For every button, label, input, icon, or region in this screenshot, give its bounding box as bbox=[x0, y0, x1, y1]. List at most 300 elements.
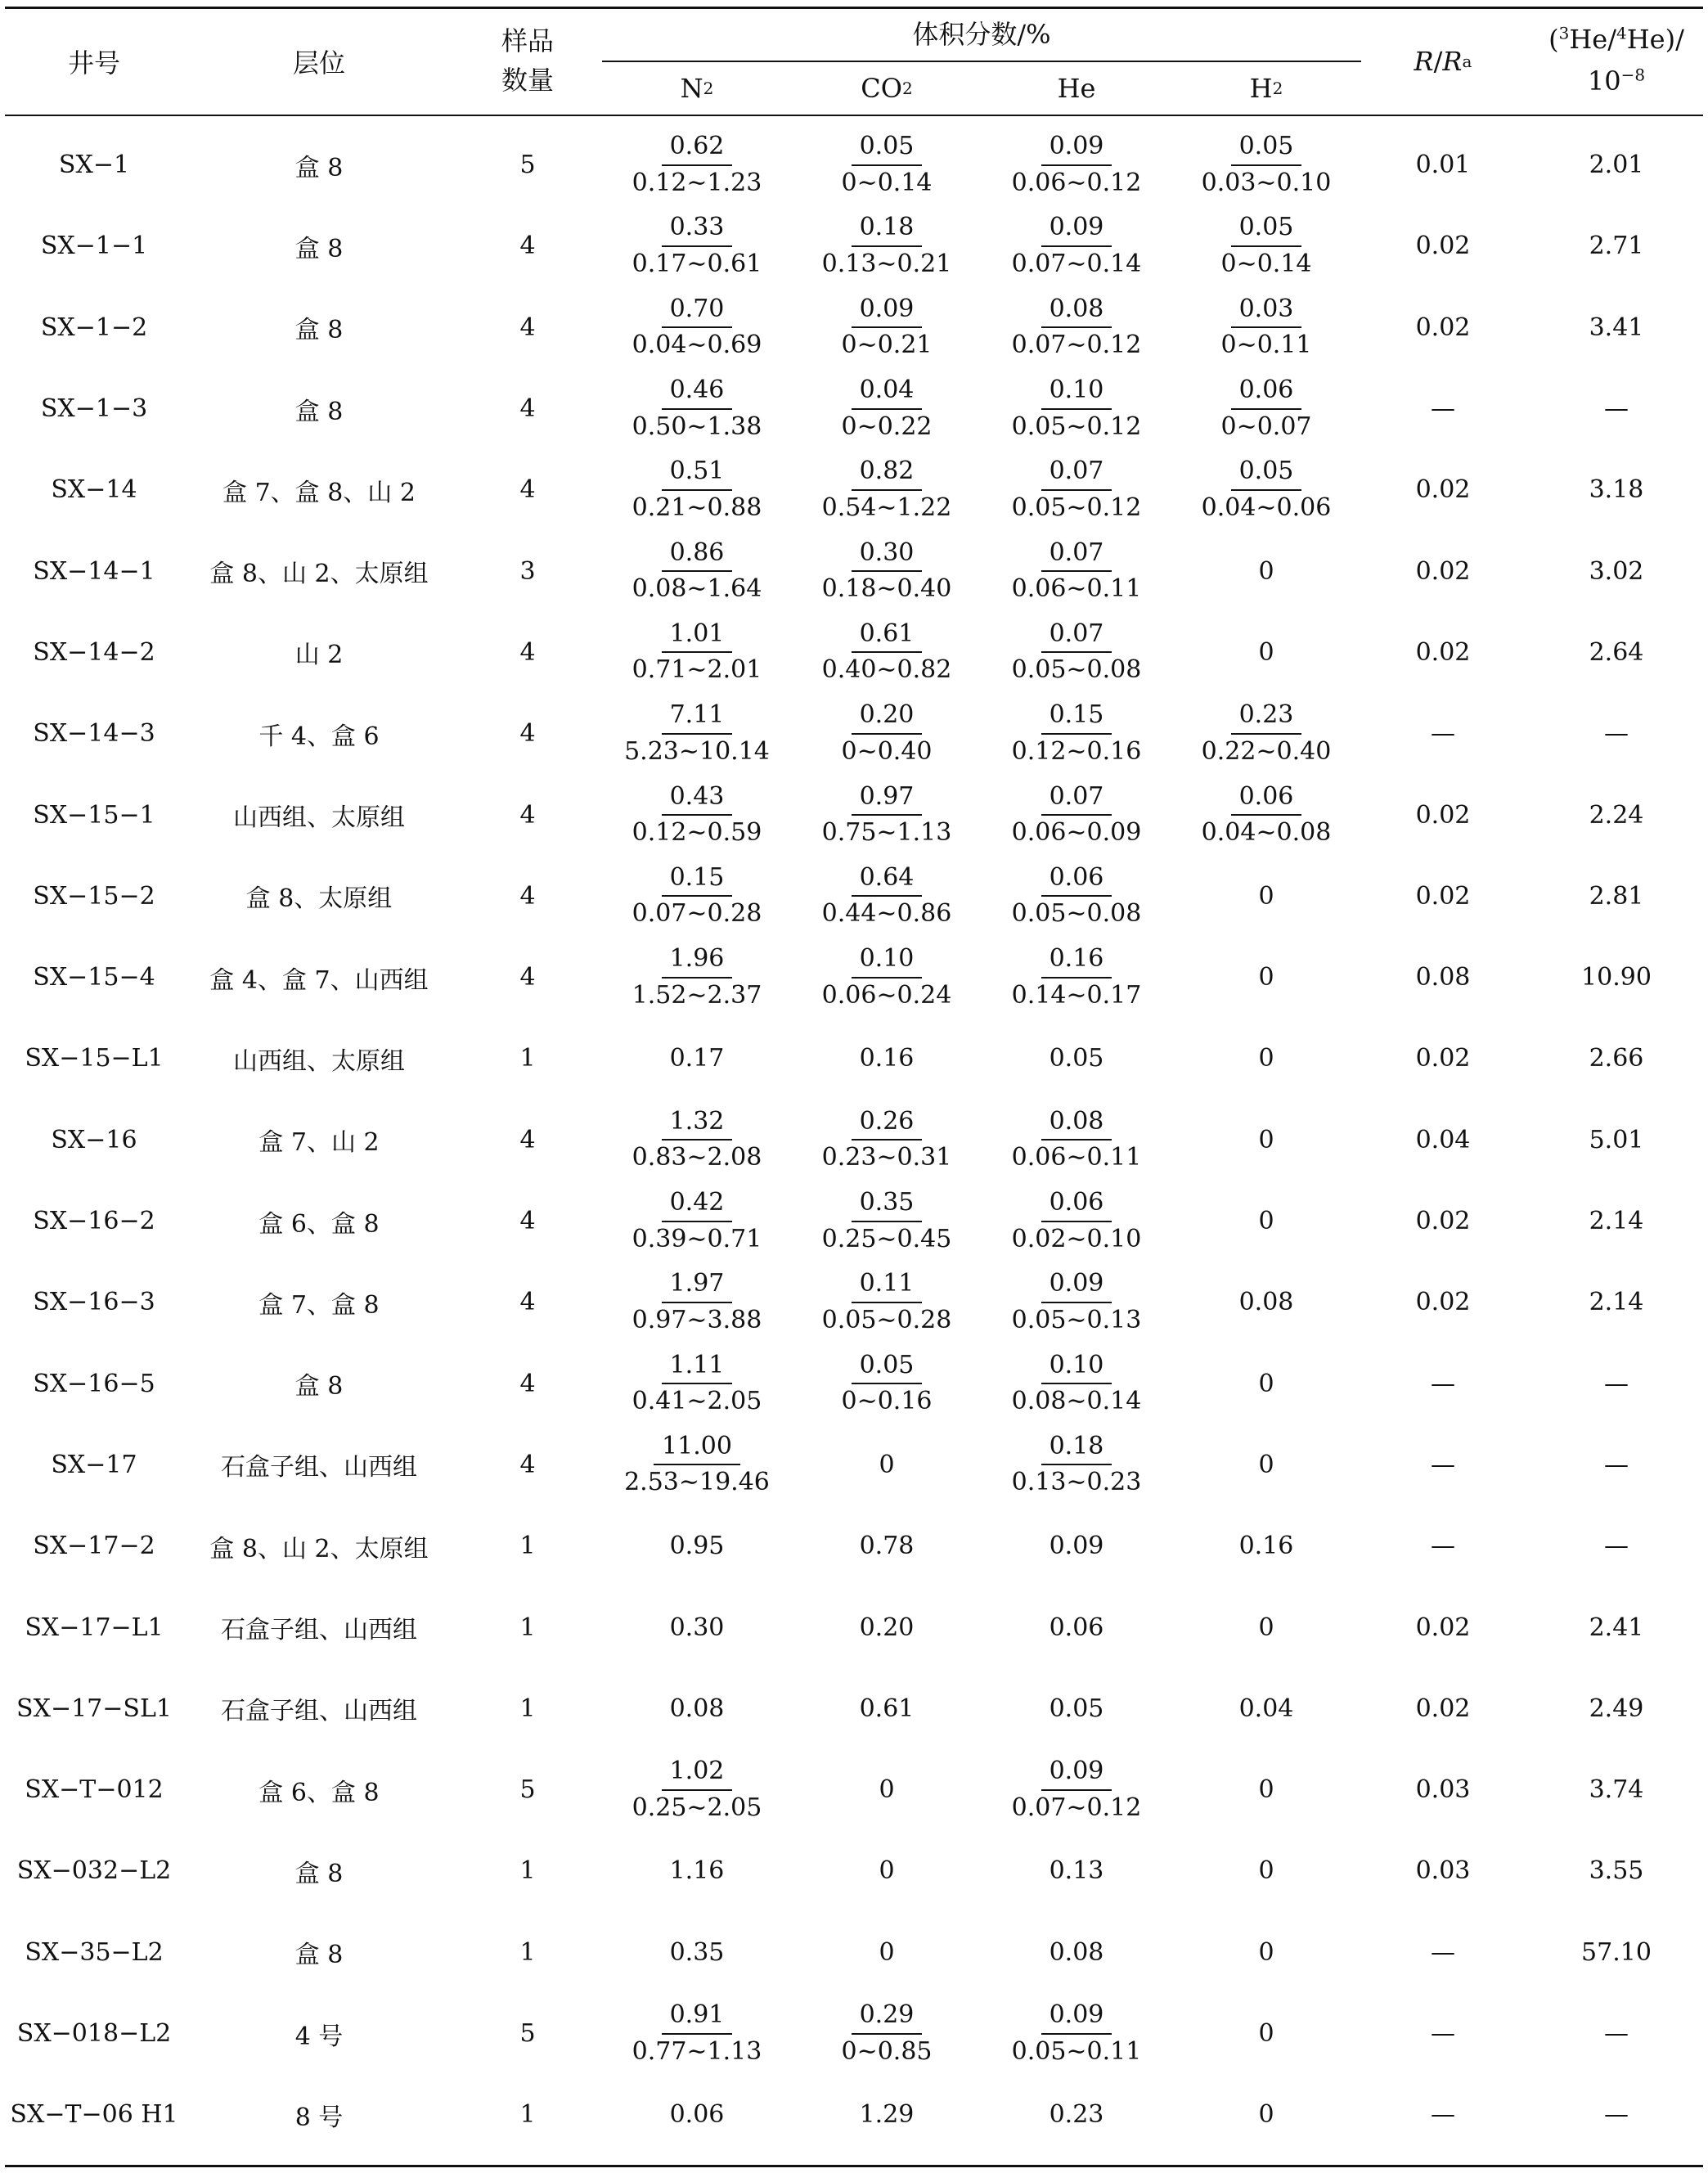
mean-over-range bbox=[624, 1757, 771, 1822]
cell-co2 bbox=[792, 1262, 982, 1343]
header-he-ratio-line1 bbox=[1548, 19, 1684, 61]
cell-n2: 0.35 bbox=[669, 1937, 725, 1967]
top-rule bbox=[5, 7, 1703, 9]
cell-n: 1 bbox=[519, 1856, 536, 1886]
mean-over-range bbox=[624, 2001, 771, 2066]
cell-layer: 盒 6、盒 8 bbox=[258, 1778, 380, 1807]
mean-value: 0.16 bbox=[1041, 945, 1112, 979]
range-value: 0∼0.14 bbox=[841, 168, 933, 197]
mean-value: 1.01 bbox=[662, 620, 733, 654]
cell-he bbox=[982, 124, 1171, 205]
mean-value: 0.05 bbox=[852, 1352, 923, 1385]
cell-he bbox=[982, 612, 1171, 693]
mean-value: 0.10 bbox=[852, 945, 923, 979]
cell-ratio: 5.01 bbox=[1589, 1125, 1644, 1154]
cell-ratio: 3.02 bbox=[1589, 556, 1644, 586]
mean-over-range bbox=[1193, 783, 1340, 848]
cell-n2 bbox=[602, 368, 792, 449]
cell-co2: 0.20 bbox=[859, 1613, 915, 1642]
cell-co2 bbox=[792, 693, 982, 774]
mean-value: 0.97 bbox=[852, 783, 923, 817]
mean-over-range bbox=[833, 2001, 940, 2066]
cell-he bbox=[982, 1100, 1171, 1181]
header-samples bbox=[450, 15, 605, 106]
header-h2-text: H bbox=[1249, 73, 1273, 104]
mean-over-range bbox=[1004, 1270, 1150, 1334]
mean-over-range bbox=[1212, 295, 1319, 360]
cell-he bbox=[982, 449, 1171, 530]
mean-value: 1.11 bbox=[662, 1352, 733, 1385]
cell-he bbox=[982, 287, 1171, 368]
mean-over-range bbox=[1004, 295, 1150, 360]
cell-layer: 盒 6、盒 8 bbox=[258, 1209, 380, 1239]
mean-over-range bbox=[1004, 214, 1150, 278]
cell-he: 0.23 bbox=[1049, 2100, 1104, 2130]
mean-over-range bbox=[1004, 133, 1150, 197]
cell-layer: 盒 8 bbox=[294, 1859, 344, 1888]
cell-he bbox=[982, 937, 1171, 1018]
volume-fraction-underline bbox=[602, 61, 1361, 62]
header-co2-text: CO bbox=[861, 73, 902, 104]
mean-over-range bbox=[814, 945, 960, 1010]
cell-co2: 0.78 bbox=[859, 1532, 915, 1561]
header-h2-sub: 2 bbox=[1272, 79, 1283, 98]
mean-over-range bbox=[1004, 1757, 1150, 1822]
range-value: 0.18∼0.40 bbox=[821, 574, 952, 604]
cell-ratio: — bbox=[1604, 1369, 1629, 1398]
cell-h2: 0 bbox=[1258, 963, 1274, 992]
cell-h2 bbox=[1171, 124, 1361, 205]
cell-well: SX−14−2 bbox=[33, 637, 155, 667]
mean-over-range bbox=[814, 457, 960, 522]
cell-layer: 山西组、太原组 bbox=[233, 1046, 405, 1076]
mean-over-range bbox=[624, 1270, 771, 1334]
cell-well: SX−17 bbox=[51, 1450, 137, 1479]
mean-over-range bbox=[616, 1433, 778, 1497]
mean-value: 0.07 bbox=[1041, 457, 1112, 491]
range-value: 0.04∼0.08 bbox=[1201, 818, 1332, 848]
mean-value: 0.51 bbox=[662, 457, 733, 491]
cell-n2: 0.06 bbox=[669, 2100, 725, 2130]
header-co2-sub: 2 bbox=[901, 79, 913, 98]
cell-ratio: 10.90 bbox=[1581, 963, 1652, 992]
header-h2 bbox=[1171, 65, 1361, 111]
cell-layer: 盒 7、盒 8 bbox=[258, 1290, 380, 1320]
cell-layer: 盒 8 bbox=[294, 1941, 344, 1970]
cell-n: 4 bbox=[519, 1450, 536, 1479]
range-value: 0.07∼0.12 bbox=[1011, 331, 1142, 360]
mean-over-range bbox=[624, 1352, 771, 1416]
cell-ratio: 3.74 bbox=[1589, 1775, 1644, 1805]
cell-n: 4 bbox=[519, 1207, 536, 1236]
ratio-ten: 10 bbox=[1587, 65, 1621, 97]
cell-n2 bbox=[602, 1343, 792, 1424]
cell-n2 bbox=[602, 1424, 792, 1505]
cell-rra: 0.03 bbox=[1415, 1775, 1471, 1805]
cell-n: 4 bbox=[519, 394, 536, 424]
cell-n: 4 bbox=[519, 637, 536, 667]
cell-h2: 0 bbox=[1258, 1369, 1274, 1398]
cell-well: SX−1−2 bbox=[40, 313, 148, 342]
range-value: 0.05∼0.08 bbox=[1011, 655, 1142, 685]
mean-value: 0.62 bbox=[662, 133, 733, 166]
range-value: 0∼0.22 bbox=[841, 412, 933, 441]
range-value: 0.04∼0.06 bbox=[1201, 493, 1332, 522]
mean-over-range bbox=[1212, 376, 1319, 441]
header-rule bbox=[5, 115, 1703, 116]
cell-n2 bbox=[602, 937, 792, 1018]
cell-well: SX−16 bbox=[51, 1125, 137, 1154]
mean-over-range bbox=[1193, 457, 1340, 522]
range-value: 0.03∼0.10 bbox=[1201, 168, 1332, 197]
range-value: 0.77∼1.13 bbox=[632, 2036, 762, 2066]
mean-over-range bbox=[1004, 783, 1150, 848]
cell-well: SX−032−L2 bbox=[16, 1856, 172, 1886]
cell-n: 4 bbox=[519, 313, 536, 342]
mean-value: 1.02 bbox=[662, 1757, 733, 1791]
ratio-sup4: 4 bbox=[1616, 23, 1627, 43]
cell-co2 bbox=[792, 124, 982, 205]
cell-he: 0.13 bbox=[1049, 1856, 1104, 1886]
range-value: 0.07∼0.14 bbox=[1011, 249, 1142, 278]
cell-n: 4 bbox=[519, 475, 536, 505]
cell-co2: 0.61 bbox=[859, 1694, 915, 1723]
cell-h2: 0 bbox=[1258, 1450, 1274, 1479]
mean-over-range bbox=[1004, 376, 1150, 441]
mean-value: 0.43 bbox=[662, 783, 733, 817]
range-value: 0∼0.40 bbox=[841, 736, 933, 766]
mean-value: 1.32 bbox=[662, 1108, 733, 1141]
range-value: 0.23∼0.31 bbox=[821, 1143, 952, 1172]
cell-rra: 0.02 bbox=[1415, 800, 1471, 830]
cell-he bbox=[982, 1993, 1171, 2074]
range-value: 0.05∼0.12 bbox=[1011, 493, 1142, 522]
mean-value: 0.08 bbox=[1041, 295, 1112, 329]
header-well-text: 井号 bbox=[67, 47, 120, 79]
cell-h2 bbox=[1171, 774, 1361, 855]
mean-value: 1.97 bbox=[662, 1270, 733, 1303]
header-r-slash: / bbox=[1433, 46, 1443, 77]
mean-over-range bbox=[624, 1108, 771, 1172]
range-value: 0.04∼0.69 bbox=[632, 331, 762, 360]
cell-co2 bbox=[792, 1343, 982, 1424]
mean-value: 0.06 bbox=[1231, 783, 1302, 817]
ratio-he4: He)/ bbox=[1626, 23, 1684, 55]
cell-well: SX−16−3 bbox=[33, 1288, 155, 1317]
cell-n2 bbox=[602, 1181, 792, 1262]
cell-he bbox=[982, 856, 1171, 937]
range-value: 0.02∼0.10 bbox=[1011, 1224, 1142, 1253]
cell-well: SX−16−2 bbox=[33, 1207, 155, 1236]
cell-rra: 0.02 bbox=[1415, 313, 1471, 342]
range-value: 0∼0.16 bbox=[841, 1387, 933, 1416]
cell-ratio: — bbox=[1604, 394, 1629, 424]
cell-ratio: 2.49 bbox=[1589, 1694, 1644, 1723]
cell-he bbox=[982, 1343, 1171, 1424]
header-volume-fraction bbox=[602, 11, 1361, 54]
cell-well: SX−15−2 bbox=[33, 881, 155, 911]
cell-rra: — bbox=[1431, 394, 1455, 424]
range-value: 0.17∼0.61 bbox=[632, 249, 762, 278]
mean-over-range bbox=[616, 701, 778, 766]
mean-value: 0.10 bbox=[1041, 1352, 1112, 1385]
cell-co2 bbox=[792, 1100, 982, 1181]
mean-over-range bbox=[1004, 1352, 1150, 1416]
cell-well: SX−14 bbox=[51, 475, 137, 505]
header-he-ratio-line2 bbox=[1588, 61, 1645, 102]
mean-value: 0.26 bbox=[852, 1108, 923, 1141]
cell-co2: 0 bbox=[879, 1856, 895, 1886]
range-value: 0.25∼0.45 bbox=[821, 1224, 952, 1253]
ratio-open: ( bbox=[1548, 23, 1559, 55]
cell-n2: 0.17 bbox=[669, 1044, 725, 1073]
mean-over-range bbox=[833, 701, 940, 766]
cell-layer: 盒 8、太原组 bbox=[245, 884, 393, 914]
cell-rra: 0.02 bbox=[1415, 881, 1471, 911]
mean-over-range bbox=[624, 864, 771, 929]
cell-he bbox=[982, 693, 1171, 774]
cell-ratio: — bbox=[1604, 719, 1629, 749]
range-value: 0.08∼0.14 bbox=[1011, 1387, 1142, 1416]
cell-layer: 盒 8、山 2、太原组 bbox=[209, 1534, 429, 1563]
cell-co2 bbox=[792, 1181, 982, 1262]
range-value: 0.07∼0.12 bbox=[1011, 1793, 1142, 1822]
cell-well: SX−35−L2 bbox=[25, 1937, 164, 1967]
mean-value: 0.04 bbox=[852, 376, 923, 410]
mean-value: 0.06 bbox=[1041, 864, 1112, 898]
range-value: 0.05∼0.12 bbox=[1011, 412, 1142, 441]
mean-over-range bbox=[624, 945, 771, 1010]
mean-value: 0.70 bbox=[662, 295, 733, 329]
cell-ratio: 2.66 bbox=[1589, 1044, 1644, 1073]
cell-h2: 0 bbox=[1258, 1207, 1274, 1236]
cell-well: SX−T−06 H1 bbox=[10, 2100, 178, 2130]
range-value: 0.13∼0.21 bbox=[821, 249, 952, 278]
cell-h2 bbox=[1171, 205, 1361, 286]
cell-n: 4 bbox=[519, 1369, 536, 1398]
cell-he bbox=[982, 1181, 1171, 1262]
cell-rra: 0.01 bbox=[1415, 151, 1471, 180]
mean-value: 0.09 bbox=[1041, 133, 1112, 166]
range-value: 1.52∼2.37 bbox=[632, 980, 762, 1010]
range-value: 0.12∼0.16 bbox=[1011, 736, 1142, 766]
mean-over-range bbox=[624, 214, 771, 278]
cell-he: 0.08 bbox=[1049, 1937, 1104, 1967]
mean-over-range bbox=[1004, 864, 1150, 929]
range-value: 2.53∼19.46 bbox=[624, 1468, 770, 1497]
cell-ratio: 2.01 bbox=[1589, 151, 1644, 180]
mean-value: 0.15 bbox=[1041, 701, 1112, 735]
cell-rra: 0.02 bbox=[1415, 232, 1471, 261]
cell-n: 5 bbox=[519, 2019, 536, 2049]
range-value: 0.50∼1.38 bbox=[632, 412, 762, 441]
cell-n2: 0.30 bbox=[669, 1613, 725, 1642]
cell-n2 bbox=[602, 774, 792, 855]
cell-layer: 山西组、太原组 bbox=[233, 803, 405, 833]
cell-ratio: — bbox=[1604, 2019, 1629, 2049]
mean-value: 0.05 bbox=[852, 133, 923, 166]
cell-n2 bbox=[602, 449, 792, 530]
cell-well: SX−17−2 bbox=[33, 1532, 155, 1561]
cell-rra: — bbox=[1431, 1450, 1455, 1479]
cell-he bbox=[982, 205, 1171, 286]
header-volume-fraction-text: 体积分数/% bbox=[912, 19, 1051, 50]
cell-co2 bbox=[792, 287, 982, 368]
cell-rra: 0.02 bbox=[1415, 1694, 1471, 1723]
range-value: 0.12∼0.59 bbox=[632, 818, 762, 848]
mean-over-range bbox=[1004, 457, 1150, 522]
mean-value: 0.18 bbox=[1041, 1433, 1112, 1466]
range-value: 0.05∼0.11 bbox=[1011, 2036, 1142, 2066]
cell-well: SX−15−L1 bbox=[25, 1044, 164, 1073]
mean-over-range bbox=[833, 133, 940, 197]
cell-layer: 4 号 bbox=[294, 2022, 344, 2051]
mean-value: 0.30 bbox=[852, 539, 923, 573]
mean-value: 0.29 bbox=[852, 2001, 923, 2035]
header-he-text: He bbox=[1057, 73, 1096, 104]
cell-h2: 0 bbox=[1258, 881, 1274, 911]
cell-h2: 0 bbox=[1258, 556, 1274, 586]
cell-ratio: 2.14 bbox=[1589, 1207, 1644, 1236]
mean-over-range bbox=[814, 1108, 960, 1172]
cell-h2 bbox=[1171, 368, 1361, 449]
cell-well: SX−018−L2 bbox=[16, 2019, 172, 2049]
cell-ratio: 2.81 bbox=[1589, 881, 1644, 911]
mean-value: 0.61 bbox=[852, 620, 923, 654]
cell-layer: 盒 8 bbox=[294, 153, 344, 182]
range-value: 0.25∼2.05 bbox=[632, 1793, 762, 1822]
cell-rra: 0.02 bbox=[1415, 1613, 1471, 1642]
range-value: 0∼0.14 bbox=[1220, 249, 1312, 278]
ratio-exp: −8 bbox=[1620, 65, 1646, 85]
cell-ratio: 2.71 bbox=[1589, 232, 1644, 261]
header-r-text: R bbox=[1414, 46, 1434, 77]
range-value: 0∼0.07 bbox=[1220, 412, 1312, 441]
mean-value: 0.09 bbox=[1041, 1270, 1112, 1303]
header-he-ratio bbox=[1525, 15, 1708, 106]
cell-n: 1 bbox=[519, 1044, 536, 1073]
cell-co2 bbox=[792, 937, 982, 1018]
mean-value: 0.20 bbox=[852, 701, 923, 735]
cell-co2: 0.16 bbox=[859, 1044, 915, 1073]
mean-over-range bbox=[1193, 133, 1340, 197]
cell-co2: 1.29 bbox=[859, 2100, 915, 2130]
cell-n2: 0.08 bbox=[669, 1694, 725, 1723]
mean-over-range bbox=[624, 295, 771, 360]
cell-co2 bbox=[792, 774, 982, 855]
cell-co2 bbox=[792, 856, 982, 937]
mean-value: 1.96 bbox=[662, 945, 733, 979]
mean-over-range bbox=[833, 1352, 940, 1416]
mean-value: 0.15 bbox=[662, 864, 733, 898]
cell-he: 0.06 bbox=[1049, 1613, 1104, 1642]
range-value: 0.75∼1.13 bbox=[821, 818, 952, 848]
mean-value: 0.05 bbox=[1231, 214, 1302, 247]
header-r-ra bbox=[1361, 33, 1525, 90]
header-n2-sub: 2 bbox=[703, 79, 714, 98]
range-value: 0.06∼0.24 bbox=[821, 980, 952, 1010]
range-value: 0.05∼0.13 bbox=[1011, 1305, 1142, 1334]
cell-n2 bbox=[602, 531, 792, 612]
cell-co2: 0 bbox=[879, 1450, 895, 1479]
mean-over-range bbox=[624, 1189, 771, 1253]
mean-over-range bbox=[814, 783, 960, 848]
mean-value: 0.10 bbox=[1041, 376, 1112, 410]
cell-layer: 石盒子组、山西组 bbox=[221, 1616, 417, 1645]
cell-ratio: 2.14 bbox=[1589, 1288, 1644, 1317]
cell-n2 bbox=[602, 1749, 792, 1830]
range-value: 0.40∼0.82 bbox=[821, 655, 952, 685]
cell-rra: 0.08 bbox=[1415, 963, 1471, 992]
cell-n: 5 bbox=[519, 151, 536, 180]
cell-h2: 0 bbox=[1258, 1775, 1274, 1805]
range-value: 0.41∼2.05 bbox=[632, 1387, 762, 1416]
bottom-rule bbox=[5, 2165, 1703, 2167]
cell-ratio: 3.55 bbox=[1589, 1856, 1644, 1886]
range-value: 0.22∼0.40 bbox=[1201, 736, 1332, 766]
mean-over-range bbox=[814, 1189, 960, 1253]
range-value: 0∼0.85 bbox=[841, 2036, 933, 2066]
cell-well: SX−15−4 bbox=[33, 963, 155, 992]
header-samples-line1: 样品 bbox=[501, 25, 554, 56]
cell-n2: 1.16 bbox=[669, 1856, 725, 1886]
cell-layer: 山 2 bbox=[294, 641, 344, 670]
mean-value: 0.05 bbox=[1231, 457, 1302, 491]
cell-rra: 0.04 bbox=[1415, 1125, 1471, 1154]
cell-ratio: — bbox=[1604, 2100, 1629, 2130]
cell-n: 1 bbox=[519, 1937, 536, 1967]
mean-over-range bbox=[833, 295, 940, 360]
cell-he bbox=[982, 1262, 1171, 1343]
cell-co2: 0 bbox=[879, 1775, 895, 1805]
cell-n2 bbox=[602, 1100, 792, 1181]
mean-value: 0.42 bbox=[662, 1189, 733, 1222]
cell-ratio: — bbox=[1604, 1450, 1629, 1479]
cell-n2 bbox=[602, 1262, 792, 1343]
mean-value: 0.33 bbox=[662, 214, 733, 247]
cell-rra: — bbox=[1431, 1532, 1455, 1561]
mean-value: 0.06 bbox=[1041, 1189, 1112, 1222]
mean-over-range bbox=[1212, 214, 1319, 278]
mean-over-range bbox=[814, 214, 960, 278]
mean-over-range bbox=[624, 376, 771, 441]
cell-layer: 盒 4、盒 7、山西组 bbox=[209, 965, 429, 995]
range-value: 0.06∼0.09 bbox=[1011, 818, 1142, 848]
mean-over-range bbox=[1004, 1108, 1150, 1172]
mean-value: 0.18 bbox=[852, 214, 923, 247]
cell-ratio: 2.64 bbox=[1589, 637, 1644, 667]
range-value: 0.97∼3.88 bbox=[632, 1305, 762, 1334]
cell-well: SX−1 bbox=[58, 151, 130, 180]
mean-value: 0.07 bbox=[1041, 539, 1112, 573]
ratio-sup3: 3 bbox=[1558, 23, 1570, 43]
cell-well: SX−T−012 bbox=[25, 1775, 164, 1805]
mean-value: 0.08 bbox=[1041, 1108, 1112, 1141]
cell-h2: 0 bbox=[1258, 2100, 1274, 2130]
cell-n: 1 bbox=[519, 1694, 536, 1723]
cell-ratio: 2.41 bbox=[1589, 1613, 1644, 1642]
mean-value: 0.07 bbox=[1041, 620, 1112, 654]
mean-value: 0.11 bbox=[852, 1270, 923, 1303]
cell-h2: 0 bbox=[1258, 1125, 1274, 1154]
header-layer-text: 层位 bbox=[292, 47, 345, 79]
range-value: 0.05∼0.08 bbox=[1011, 899, 1142, 929]
cell-rra: — bbox=[1431, 1369, 1455, 1398]
cell-n: 4 bbox=[519, 719, 536, 749]
cell-he: 0.05 bbox=[1049, 1044, 1104, 1073]
range-value: 0.83∼2.08 bbox=[632, 1143, 762, 1172]
range-value: 0.08∼1.64 bbox=[632, 574, 762, 604]
